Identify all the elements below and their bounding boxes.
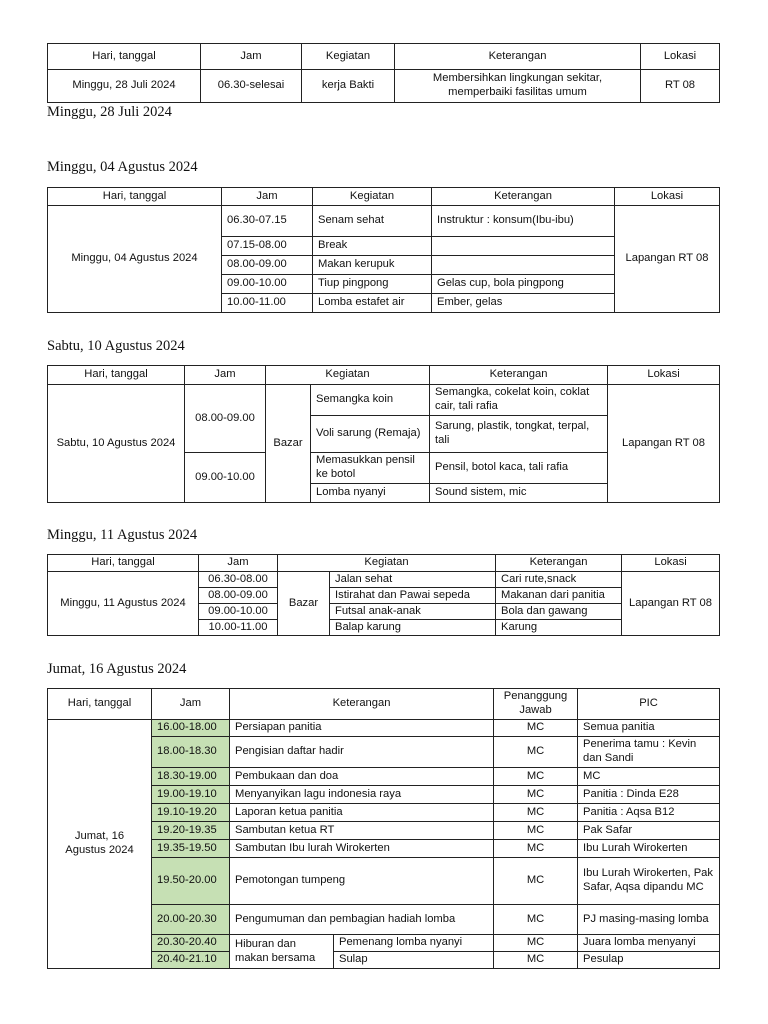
cell-jam: 08.00-09.00 <box>185 385 266 453</box>
header-kegiatan: Kegiatan <box>313 188 432 206</box>
header-jam: Jam <box>152 689 230 720</box>
cell-keterangan: Pengumuman dan pembagian hadiah lomba <box>230 905 494 935</box>
cell-keterangan: Persiapan panitia <box>230 720 494 737</box>
table-16-agustus <box>47 688 720 969</box>
cell-pic: Penerima tamu : Kevin dan Sandi <box>578 737 720 768</box>
cell-keterangan: Pensil, botol kaca, tali rafia <box>430 453 608 484</box>
cell-jam: 19.10-19.20 <box>152 804 230 822</box>
header-pic: PIC <box>578 689 720 720</box>
header-jam: Jam <box>185 366 266 385</box>
cell-pj: MC <box>494 935 578 952</box>
header-kegiatan: Kegiatan <box>278 555 496 572</box>
cell-jam: 20.00-20.30 <box>152 905 230 935</box>
cell-pic: Pak Safar <box>578 822 720 840</box>
cell-date: Minggu, 04 Agustus 2024 <box>48 206 222 313</box>
table-11-agustus <box>47 554 720 636</box>
cell-pj: MC <box>494 768 578 786</box>
cell-keterangan: Membersihkan lingkungan sekitar, memperbaiki fasilitas umum <box>395 70 641 103</box>
cell-keterangan: Pengisian daftar hadir <box>230 737 494 768</box>
cell-jam: 06.30-07.15 <box>222 206 313 237</box>
cell-pj: MC <box>494 858 578 905</box>
header-kegiatan: Kegiatan <box>266 366 430 385</box>
header-jam: Jam <box>199 555 278 572</box>
header-keterangan: Keterangan <box>430 366 608 385</box>
cell-jam: 08.00-09.00 <box>199 588 278 604</box>
cell-jam: 19.20-19.35 <box>152 822 230 840</box>
cell-pj: MC <box>494 804 578 822</box>
header-penanggung-jawab: Penanggung Jawab <box>494 689 578 720</box>
section-heading: Minggu, 28 Juli 2024 <box>47 104 172 120</box>
cell-jam: 19.00-19.10 <box>152 786 230 804</box>
cell-kegiatan: Lomba estafet air <box>313 294 432 313</box>
cell-pic: MC <box>578 768 720 786</box>
cell-pj: MC <box>494 822 578 840</box>
table-10-agustus <box>47 365 720 503</box>
cell-keterangan: Bola dan gawang <box>496 604 622 620</box>
cell-kegiatan: Memasukkan pensil ke botol <box>311 453 430 484</box>
cell-jam: 20.40-21.10 <box>152 952 230 969</box>
cell-date: Sabtu, 10 Agustus 2024 <box>48 385 185 503</box>
cell-pic: Juara lomba menyanyi <box>578 935 720 952</box>
cell-kegiatan: Makan kerupuk <box>313 256 432 275</box>
table-kerja-bakti <box>47 43 720 103</box>
cell-pj: MC <box>494 840 578 858</box>
cell-date: Minggu, 11 Agustus 2024 <box>48 572 199 636</box>
cell-lokasi: Lapangan RT 08 <box>615 206 720 313</box>
cell-jam: 18.30-19.00 <box>152 768 230 786</box>
cell-pic: Panitia : Dinda E28 <box>578 786 720 804</box>
table-header-row <box>48 689 720 720</box>
header-hari-tanggal: Hari, tanggal <box>48 44 201 70</box>
header-hari-tanggal: Hari, tanggal <box>48 555 199 572</box>
cell-keterangan: Semangka, cokelat koin, coklat cair, tali rafia <box>430 385 608 416</box>
cell-jam: 10.00-11.00 <box>222 294 313 313</box>
cell-keterangan <box>432 256 615 275</box>
cell-keterangan: Pemotongan tumpeng <box>230 858 494 905</box>
cell-jam: 07.15-08.00 <box>222 237 313 256</box>
header-lokasi: Lokasi <box>622 555 720 572</box>
cell-pj: MC <box>494 952 578 969</box>
table-row <box>48 206 720 237</box>
cell-pic: Ibu Lurah Wirokerten <box>578 840 720 858</box>
cell-kegiatan: Senam sehat <box>313 206 432 237</box>
cell-jam: 09.00-10.00 <box>199 604 278 620</box>
header-hari-tanggal: Hari, tanggal <box>48 689 152 720</box>
header-jam: Jam <box>222 188 313 206</box>
cell-jam: 16.00-18.00 <box>152 720 230 737</box>
cell-keterangan: Cari rute,snack <box>496 572 622 588</box>
cell-date: Minggu, 28 Juli 2024 <box>48 70 201 103</box>
header-lokasi: Lokasi <box>641 44 720 70</box>
header-keterangan: Keterangan <box>230 689 494 720</box>
cell-kegiatan: Tiup pingpong <box>313 275 432 294</box>
table-04-agustus <box>47 187 720 313</box>
cell-jam: 06.30-selesai <box>201 70 302 103</box>
table-row <box>48 385 720 416</box>
cell-pj: MC <box>494 720 578 737</box>
cell-keterangan: Pembukaan dan doa <box>230 768 494 786</box>
cell-kegiatan: Balap karung <box>330 620 496 636</box>
section-heading: Minggu, 04 Agustus 2024 <box>47 159 198 175</box>
cell-jam: 19.35-19.50 <box>152 840 230 858</box>
cell-kegiatan: Semangka koin <box>311 385 430 416</box>
cell-jam: 19.50-20.00 <box>152 858 230 905</box>
cell-pj: MC <box>494 737 578 768</box>
header-hari-tanggal: Hari, tanggal <box>48 188 222 206</box>
cell-kegiatan: Lomba nyanyi <box>311 484 430 503</box>
cell-keterangan: Menyanyikan lagu indonesia raya <box>230 786 494 804</box>
cell-kegiatan: Voli sarung (Remaja) <box>311 416 430 453</box>
cell-keterangan: Sound sistem, mic <box>430 484 608 503</box>
cell-kegiatan: kerja Bakti <box>302 70 395 103</box>
cell-jam: 09.00-10.00 <box>185 453 266 503</box>
section-heading: Jumat, 16 Agustus 2024 <box>47 661 187 677</box>
cell-bazar: Bazar <box>278 572 330 636</box>
table-header-row <box>48 555 720 572</box>
cell-kegiatan: Jalan sehat <box>330 572 496 588</box>
cell-keterangan: Sulap <box>334 952 494 969</box>
header-keterangan: Keterangan <box>496 555 622 572</box>
cell-keterangan: Instruktur : konsum(Ibu-ibu) <box>432 206 615 237</box>
table-header-row <box>48 188 720 206</box>
cell-pj: MC <box>494 905 578 935</box>
cell-keterangan: Ember, gelas <box>432 294 615 313</box>
cell-keterangan: Sambutan ketua RT <box>230 822 494 840</box>
cell-hiburan: Hiburan dan makan bersama <box>230 935 334 969</box>
cell-kegiatan: Break <box>313 237 432 256</box>
cell-keterangan: Makanan dari panitia <box>496 588 622 604</box>
cell-pic: Semua panitia <box>578 720 720 737</box>
header-hari-tanggal: Hari, tanggal <box>48 366 185 385</box>
cell-bazar: Bazar <box>266 385 311 503</box>
cell-keterangan: Sarung, plastik, tongkat, terpal, tali <box>430 416 608 453</box>
cell-kegiatan: Istirahat dan Pawai sepeda <box>330 588 496 604</box>
cell-lokasi: Lapangan RT 08 <box>622 572 720 636</box>
section-heading: Minggu, 11 Agustus 2024 <box>47 527 198 543</box>
cell-pic: Panitia : Aqsa B12 <box>578 804 720 822</box>
header-keterangan: Keterangan <box>432 188 615 206</box>
cell-pic: PJ masing-masing lomba <box>578 905 720 935</box>
section-heading: Sabtu, 10 Agustus 2024 <box>47 338 185 354</box>
cell-jam: 18.00-18.30 <box>152 737 230 768</box>
table-row <box>48 572 720 588</box>
cell-kegiatan: Futsal anak-anak <box>330 604 496 620</box>
table-row <box>48 720 720 737</box>
cell-lokasi: RT 08 <box>641 70 720 103</box>
cell-keterangan: Gelas cup, bola pingpong <box>432 275 615 294</box>
cell-pic: Pesulap <box>578 952 720 969</box>
header-lokasi: Lokasi <box>615 188 720 206</box>
table-header-row <box>48 366 720 385</box>
date-text: Jumat, 16 Agustus 2024 <box>65 830 134 856</box>
cell-pj: MC <box>494 786 578 804</box>
header-lokasi: Lokasi <box>608 366 720 385</box>
header-kegiatan: Kegiatan <box>302 44 395 70</box>
cell-keterangan: Laporan ketua panitia <box>230 804 494 822</box>
cell-lokasi: Lapangan RT 08 <box>608 385 720 503</box>
cell-jam: 09.00-10.00 <box>222 275 313 294</box>
cell-jam: 20.30-20.40 <box>152 935 230 952</box>
cell-jam: 10.00-11.00 <box>199 620 278 636</box>
table-row <box>48 70 720 103</box>
cell-jam: 08.00-09.00 <box>222 256 313 275</box>
cell-keterangan: Pemenang lomba nyanyi <box>334 935 494 952</box>
cell-jam: 06.30-08.00 <box>199 572 278 588</box>
cell-date <box>48 720 152 969</box>
header-keterangan: Keterangan <box>395 44 641 70</box>
header-jam: Jam <box>201 44 302 70</box>
cell-keterangan: Sambutan Ibu lurah Wirokerten <box>230 840 494 858</box>
cell-keterangan <box>432 237 615 256</box>
table-header-row <box>48 44 720 70</box>
cell-pic: Ibu Lurah Wirokerten, Pak Safar, Aqsa dipandu MC <box>578 858 720 905</box>
cell-keterangan: Karung <box>496 620 622 636</box>
